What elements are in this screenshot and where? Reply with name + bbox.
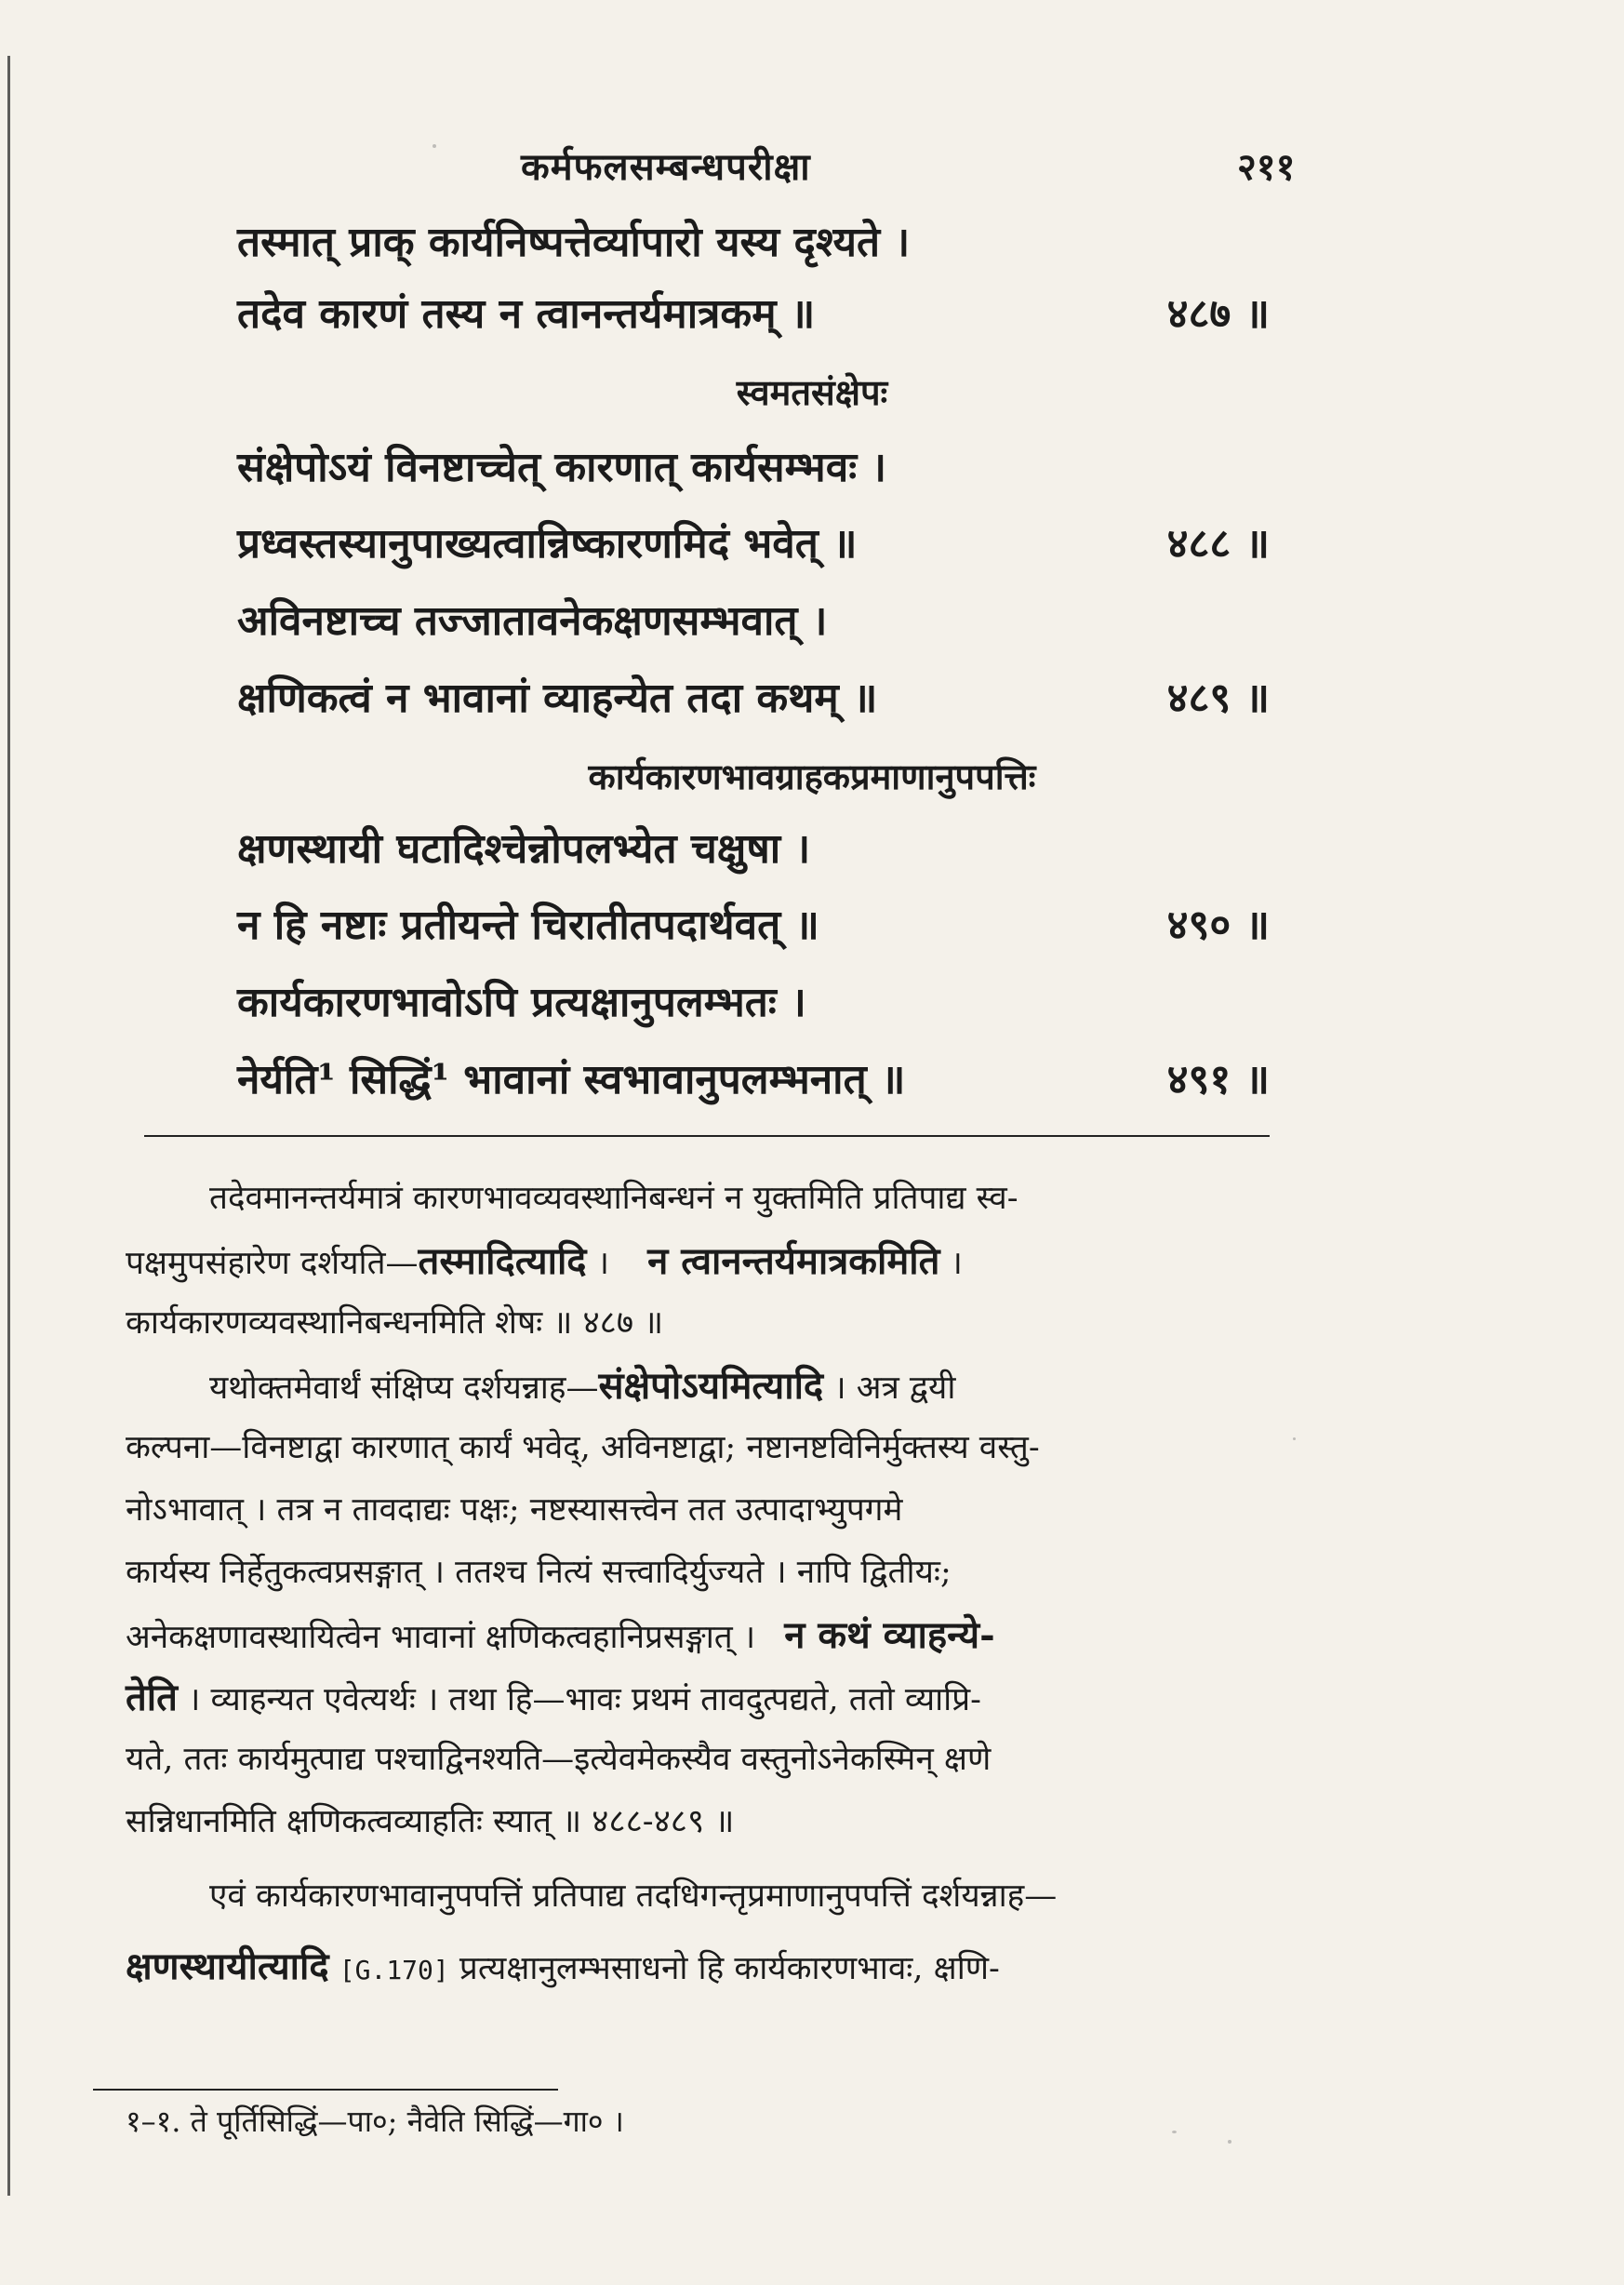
verse-line: नेर्यति¹ सिद्धिं¹ भावानां स्वभावानुपलम्भनात् ॥ ४९१ ॥ xyxy=(237,1056,1270,1103)
verse-line: तस्मात् प्राक् कार्यनिष्पत्तेर्व्यापारो यस्य दृश्यते । xyxy=(237,219,911,266)
commentary-line: तेति । व्याहन्यत एवेत्यर्थः । तथा हि—भावः प्रथमं तावदुत्पद्यते, ततो व्याप्रि- xyxy=(126,1676,981,1719)
commentary-line: यथोक्तमेवार्थं संक्षिप्य दर्शयन्नाह—संक्षेपोऽयमित्यादि । अत्र द्वयी xyxy=(209,1364,956,1408)
page-number: २११ xyxy=(1237,145,1296,189)
commentary-line: कार्यकारणव्यवस्थानिबन्धनमिति शेषः ॥ ४८७ ॥ xyxy=(126,1304,664,1342)
scan-speck xyxy=(1293,1437,1296,1440)
commentary-line: पक्षमुपसंहारेण दर्शयति—तस्मादित्यादि । न त्वानन्तर्यमात्रकमिति । xyxy=(126,1239,963,1283)
verse-line: न हि नष्टाः प्रतीयन्ते चिरातीतपदार्थवत् ॥ ४९० ॥ xyxy=(237,902,1270,949)
running-header-title: कर्मफलसम्बन्धपरीक्षा xyxy=(521,145,811,189)
verse-line: अविनष्टाच्च तज्जातावनेकक्षणसम्भवात् । xyxy=(237,597,828,645)
section-heading: स्वमतसंक्षेपः xyxy=(736,371,888,413)
page-reference: [G.170] xyxy=(339,1955,449,1985)
commentary-line: अनेकक्षणावस्थायित्वेन भावानां क्षणिकत्वहानिप्रसङ्गात् । न कथं व्याहन्ये- xyxy=(126,1613,995,1657)
commentary-line: क्षणस्थायीत्यादि [G.170] प्रत्यक्षानुलम्भसाधनो हि कार्यकारणभावः, क्षणि- xyxy=(126,1944,1000,1988)
commentary-line: कार्यस्य निर्हेतुकत्वप्रसङ्गात् । ततश्च नित्यं सत्त्वादिर्युज्यते । नापि द्वितीयः; xyxy=(126,1554,952,1591)
commentary-line: कल्पना—विनष्टाद्वा कारणात् कार्यं भवेद्, अविनष्टाद्वा; नष्टानष्टविनिर्मुक्तस्य वस्तु- xyxy=(126,1429,1040,1466)
verse-line: कार्यकारणभावोऽपि प्रत्यक्षानुपलम्भतः । xyxy=(237,979,806,1026)
footnote: १–१. ते पूर्तिसिद्धिं—पा०; नैवेति सिद्धिं—गा० । xyxy=(126,2104,624,2139)
section-heading: कार्यकारणभावग्राहकप्रमाणानुपपत्तिः xyxy=(588,755,1036,797)
verse-line: तदेव कारणं तस्य न त्वानन्तर्यमात्रकम् ॥ ४८७ ॥ xyxy=(237,290,1270,338)
scan-speck xyxy=(1172,2131,1177,2133)
verse-line: क्षणस्थायी घटादिश्चेन्नोपलभ्येत चक्षुषा । xyxy=(237,825,811,873)
commentary-line: सन्निधानमिति क्षणिकत्वव्याहतिः स्यात् ॥ ४८८-४८९ ॥ xyxy=(126,1803,735,1840)
verse-line: प्रध्वस्तस्यानुपाख्यत्वान्निष्कारणमिदं भवेत् ॥ ४८८ ॥ xyxy=(237,520,1270,568)
scan-speck xyxy=(433,144,436,148)
commentary-line: यते, ततः कार्यमुत्पाद्य पश्चाद्विनश्यति—इत्येवमेकस्यैव वस्तुनोऽनेकस्मिन् क्षणे xyxy=(126,1741,992,1778)
commentary-line: तदेवमानन्तर्यमात्रं कारणभावव्यवस्थानिबन्धनं न युक्तमिति प्रतिपाद्य स्व- xyxy=(209,1180,1018,1217)
commentary-line: नोऽभावात् । तत्र न तावदाद्यः पक्षः; नष्टस्यासत्त्वेन तत उत्पादाभ्युपगमे xyxy=(126,1491,903,1529)
scan-speck xyxy=(1228,2140,1231,2144)
footnote-divider xyxy=(93,2089,558,2091)
verse-line: संक्षेपोऽयं विनष्टाच्चेत् कारणात् कार्यसम्भवः । xyxy=(237,444,887,491)
commentary-line: एवं कार्यकारणभावानुपपत्तिं प्रतिपाद्य तदधिगन्तृप्रमाणानुपपत्तिं दर्शयन्नाह— xyxy=(209,1877,1058,1915)
verse-line: क्षणिकत्वं न भावानां व्याहन्येत तदा कथम् ॥ ४८९ ॥ xyxy=(237,675,1270,722)
text-divider xyxy=(144,1135,1270,1137)
